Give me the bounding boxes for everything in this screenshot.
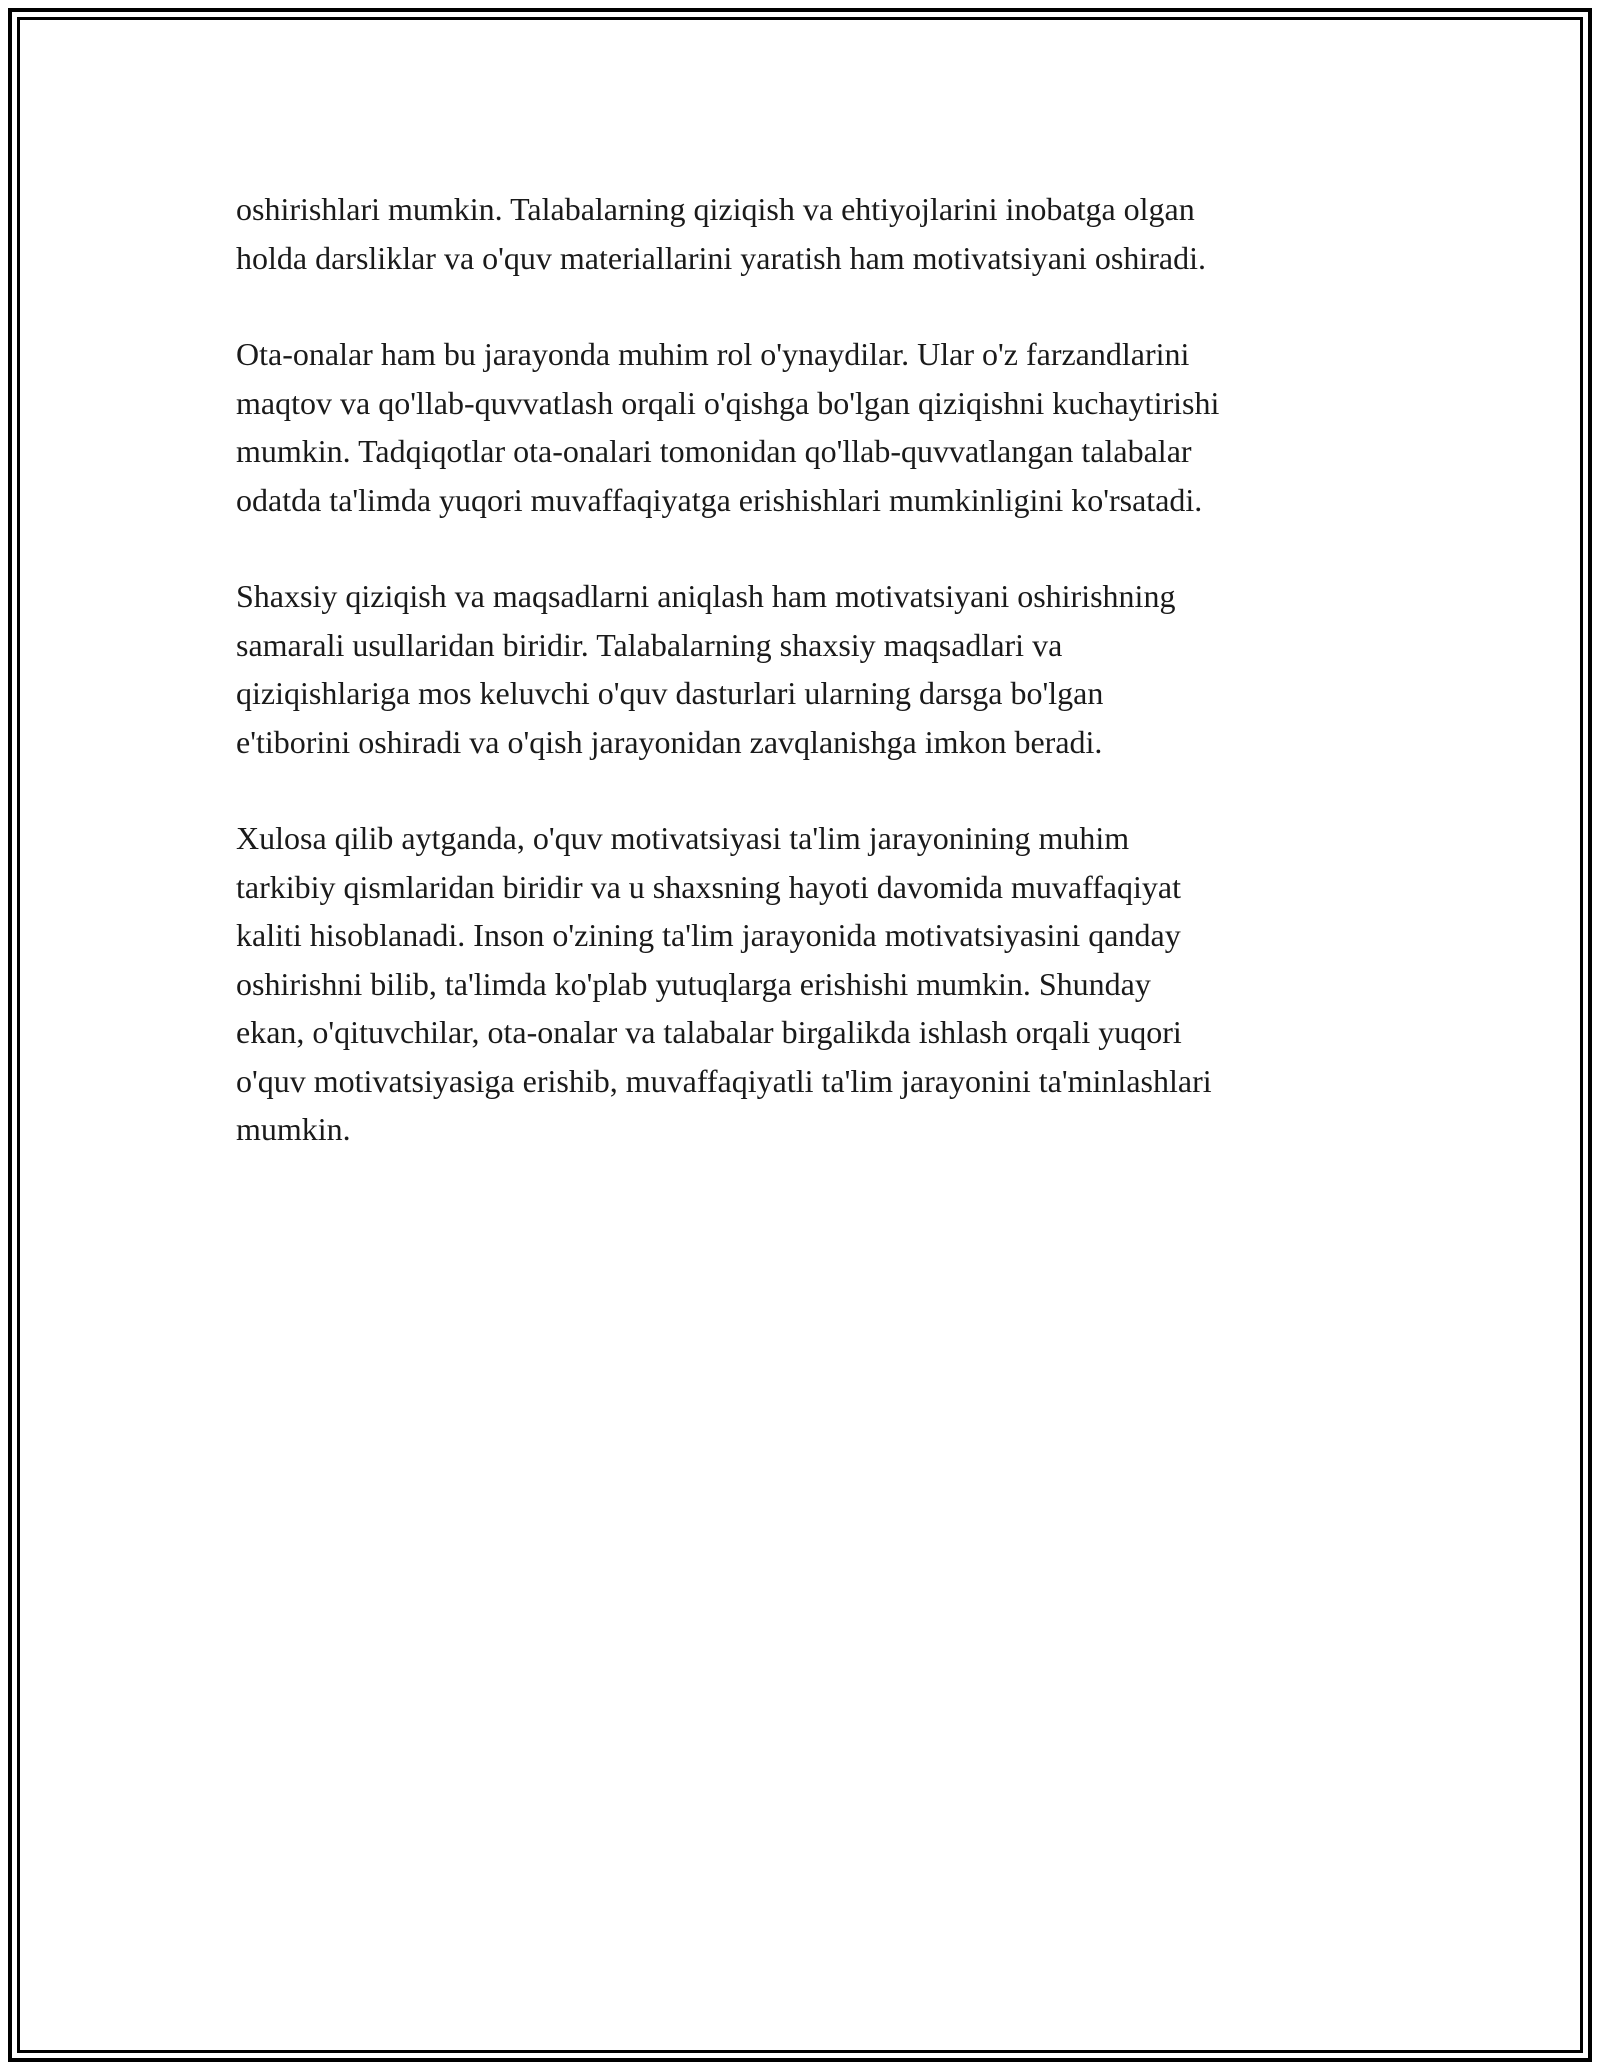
text-line: tarkibiy qismlaridan biridir va u shaxsning hayoti davomida muvaffaqiyat [236, 868, 1181, 905]
paragraph-3 [236, 572, 1376, 766]
paragraph-2 [236, 330, 1376, 524]
text-line: mumkin. Tadqiqotlar ota-onalari tomonidan qo'llab-quvvatlangan talabalar [236, 433, 1192, 469]
paragraph-1 [236, 185, 1376, 282]
text-line: qiziqishlariga mos keluvchi o'quv dasturlari ularning darsga bo'lgan [236, 675, 1104, 711]
text-line: samarali usullaridan biridir. Talabalarning shaxsiy maqsadlari va [236, 626, 1063, 663]
text-line: e'tiborini oshiradi va o'qish jarayonidan zavqlanishga imkon beradi. [236, 723, 1103, 760]
text-line: Shaxsiy qiziqish va maqsadlarni aniqlash ham motivatsiyani oshirishning [236, 578, 1176, 614]
text-line: holda darsliklar va o'quv materiallarini yaratish ham motivatsiyani oshiradi. [236, 239, 1206, 276]
text-line: kaliti hisoblanadi. Inson o'zining ta'lim jarayonida motivatsiyasini qanday [236, 917, 1181, 953]
text-line: oshirishni bilib, ta'limda ko'plab yutuqlarga erishishi mumkin. Shunday [236, 965, 1151, 1002]
text-line: oshirishlari mumkin. Talabalarning qiziqish va ehtiyojlarini inobatga olgan [236, 191, 1195, 227]
paragraph-4 [236, 814, 1376, 1154]
text-line: Xulosa qilib aytganda, o'quv motivatsiyasi ta'lim jarayonining muhim [236, 820, 1130, 856]
text-line: maqtov va qo'llab-quvvatlash orqali o'qishga bo'lgan qiziqishni kuchaytirishi [236, 384, 1220, 421]
text-line: mumkin. [236, 1111, 351, 1147]
text-line: o'quv motivatsiyasiga erishib, muvaffaqiyatli ta'lim jarayonini ta'minlashlari [236, 1062, 1212, 1099]
text-line: odatda ta'limda yuqori muvaffaqiyatga erishishlari mumkinligini ko'rsatadi. [236, 481, 1203, 518]
document-body [236, 185, 1376, 1202]
text-line: ekan, o'qituvchilar, ota-onalar va talabalar birgalikda ishlash orqali yuqori [236, 1014, 1182, 1050]
text-line: Ota-onalar ham bu jarayonda muhim rol o'ynaydilar. Ular o'z farzandlarini [236, 336, 1190, 372]
